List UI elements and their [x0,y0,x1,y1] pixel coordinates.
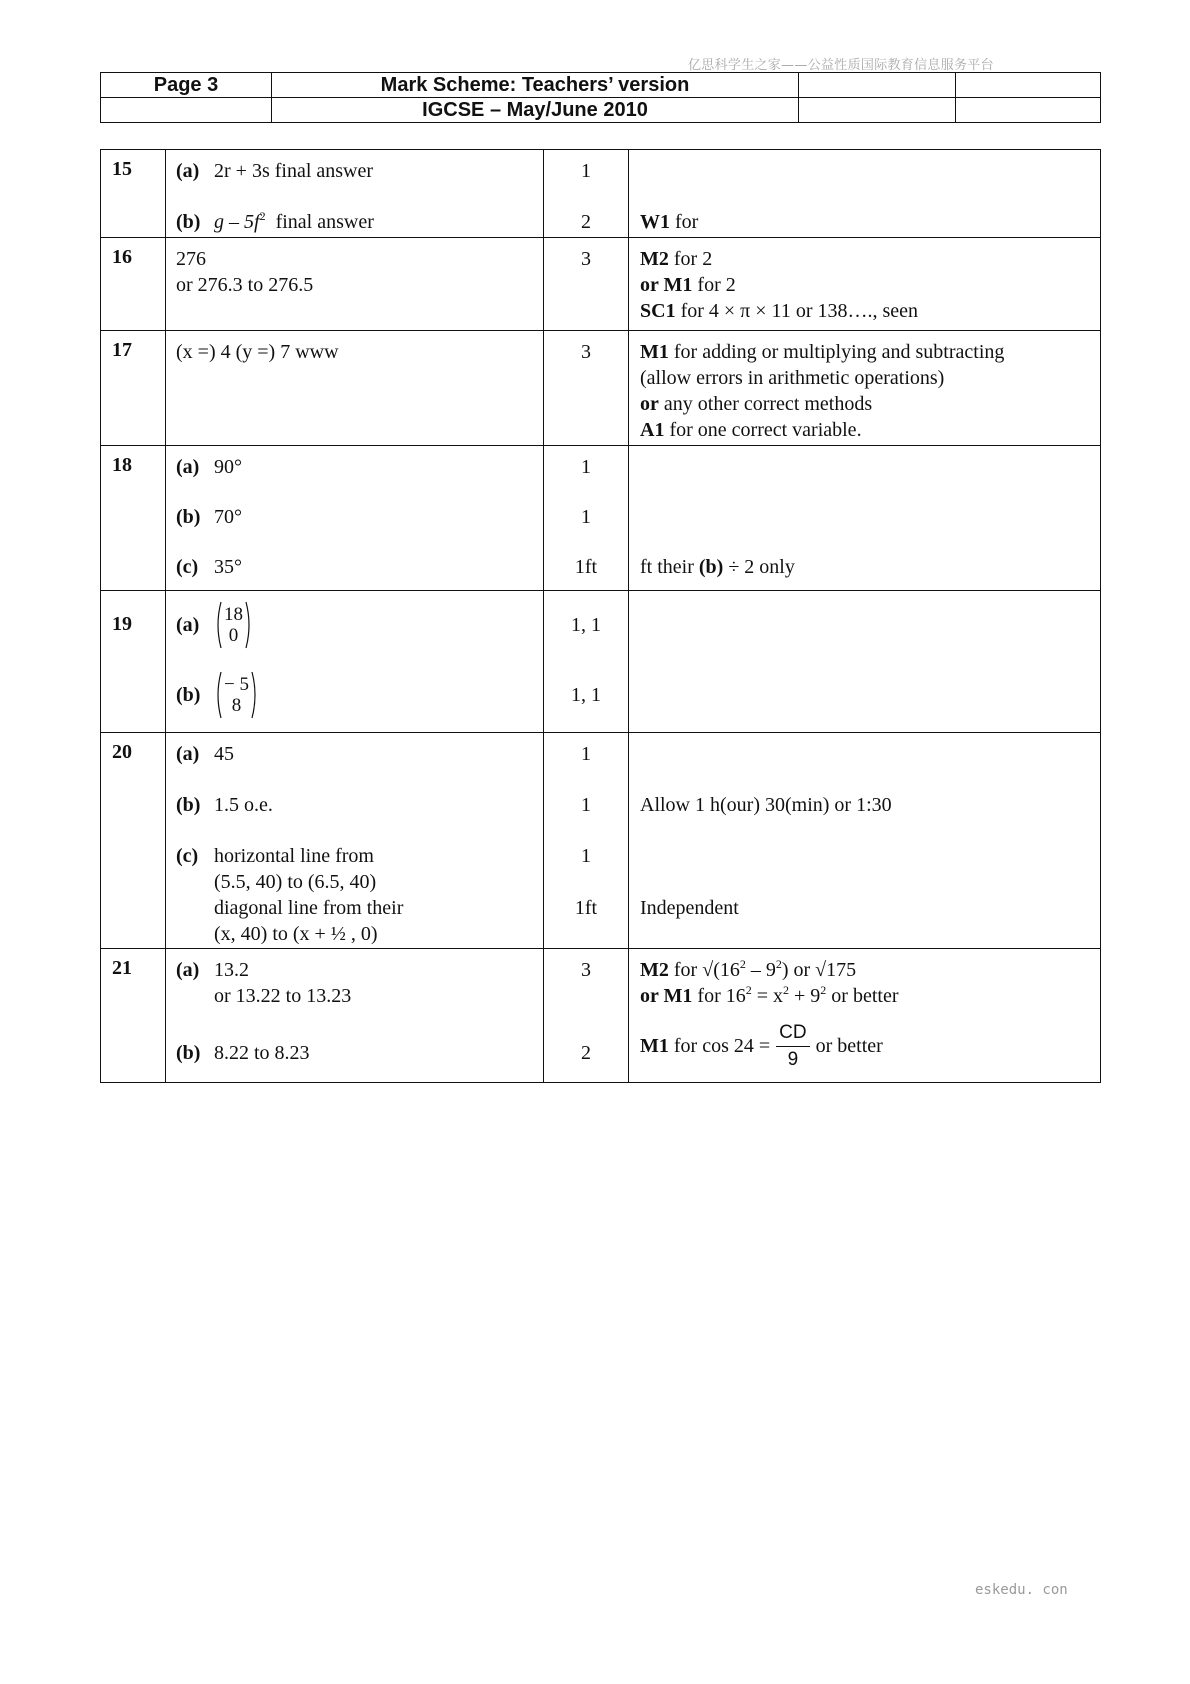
mark: 3 [581,341,591,363]
marks-cell [544,238,629,331]
note-text: Allow 1 h(our) 30(min) or 1:30 [640,794,892,816]
mark: 1, 1 [571,614,601,636]
mark: 1 [581,506,591,528]
answer-text: 90° [214,456,242,478]
right-bracket [251,671,259,719]
note-text: for adding or multiplying and subtracting [673,341,1005,363]
answer-text: 276 [176,248,206,270]
answer-cell [166,238,544,331]
header-blank-cell [956,73,1101,98]
notes-cell [629,446,1101,591]
mark: 3 [581,248,591,270]
answer-text: or 276.3 to 276.5 [176,274,314,296]
note-text: for one correct variable. [669,419,862,441]
question-number: 18 [101,446,166,591]
answer-cell [166,331,544,446]
note-code: M1 [640,1034,669,1057]
document-title: Mark Scheme: Teachers’ version [272,73,799,98]
note-code: M2 [640,959,669,981]
part-label: (a) [176,743,200,765]
vector-bottom: 8 [231,695,242,716]
note-text: + 9 [789,985,821,1007]
answer-text: 8.22 to 8.23 [214,1042,310,1064]
vector-bottom: 0 [228,625,239,646]
note-code: A1 [640,419,665,441]
note-code: M1 [640,341,669,363]
notes-cell [629,238,1101,331]
note-text: ÷ 2 only [728,556,795,578]
marks-cell [544,733,629,949]
watermark-bottom: eskedu. con [975,1582,1068,1598]
part-label: (c) [176,845,199,867]
question-number: 20 [101,733,166,949]
note-code: M2 [640,248,669,270]
part-label: (a) [176,456,200,478]
answer-text: 13.2 [214,959,249,981]
answer-text: 45 [214,743,234,765]
answer-text: 35° [214,556,242,578]
mark-scheme-table [100,149,1101,1083]
note-text: for 2 [673,248,713,270]
note-code: W1 [640,211,670,233]
note-text: or better [815,1034,883,1057]
table-row [101,331,1101,446]
mark: 1 [581,794,591,816]
note-text: ft their [640,556,694,578]
question-number: 19 [101,591,166,733]
note-text: for √(16 [673,959,740,981]
superscript: 2 [783,983,790,997]
table-row [101,733,1101,949]
part-label: (a) [176,160,200,182]
note-text: – 9 [745,959,776,981]
part-label: (b) [176,683,201,706]
header-blank-cell [799,73,956,98]
answer-cell [166,733,544,949]
right-bracket [245,601,253,649]
answer-cell [166,949,544,1083]
note-text: for [675,211,699,233]
note-code: or [640,393,659,415]
left-bracket [214,671,222,719]
mark: 1 [581,160,591,182]
column-vector [214,671,259,719]
notes-cell [629,150,1101,238]
page-header [100,72,1101,123]
note-code: or M1 [640,985,693,1007]
superscript: 2 [259,209,266,223]
answer-text: (x, 40) to (x + ½ , 0) [214,923,378,945]
note-text: = x [751,985,784,1007]
vector-top: − 5 [224,674,249,695]
mark: 1 [581,743,591,765]
note-code: or M1 [640,274,693,296]
watermark-top: 亿思科学生之家——公益性质国际教育信息服务平台 [688,58,994,73]
notes-cell [629,733,1101,949]
answer-text: diagonal line from their [214,897,404,919]
superscript: 2 [820,983,827,997]
page-number: Page 3 [101,73,272,98]
note-text: (allow errors in arithmetic operations) [640,367,945,389]
note-text: for 16 [697,985,746,1007]
question-number: 16 [101,238,166,331]
fraction [776,1022,809,1071]
superscript: 2 [745,983,752,997]
part-label: (c) [176,556,199,578]
header-blank-cell [101,98,272,123]
table-row [101,591,1101,733]
document-subtitle: IGCSE – May/June 2010 [272,98,799,123]
marks-cell [544,150,629,238]
answer-text: (5.5, 40) to (6.5, 40) [214,871,377,893]
question-number: 15 [101,150,166,238]
note-code: SC1 [640,300,676,322]
marks-cell [544,446,629,591]
answer-text: 1.5 o.e. [214,794,273,816]
mark: 2 [581,1042,591,1064]
note-text: for 4 × π × 11 or 138…., seen [680,300,919,322]
note-text: for cos 24 = [673,1034,771,1057]
table-row [101,150,1101,238]
mark: 1, 1 [571,684,601,706]
part-label: (b) [176,506,201,528]
left-bracket [214,601,222,649]
answer-text: 2r + 3s final answer [214,160,374,182]
note-text: Independent [640,897,739,919]
question-number: 21 [101,949,166,1083]
part-label: (b) [176,1042,201,1064]
answer-cell [166,150,544,238]
note-text: or better [826,985,899,1007]
answer-text: horizontal line from [214,845,374,867]
mark: 1 [581,456,591,478]
superscript: 2 [739,957,746,971]
mark: 1 [581,845,591,867]
table-row [101,949,1101,1083]
header-blank-cell [799,98,956,123]
part-label: (b) [176,794,201,816]
notes-cell [629,331,1101,446]
part-label: (a) [176,613,200,636]
marks-cell [544,331,629,446]
superscript: 2 [775,957,782,971]
mark: 2 [581,211,591,233]
notes-cell [629,949,1101,1083]
vector-top: 18 [224,604,243,625]
marks-cell [544,591,629,733]
column-vector [214,601,253,649]
answer-text: 70° [214,506,242,528]
note-text: any other correct methods [663,393,873,415]
note-text: ) or √175 [781,959,857,981]
note-code: (b) [698,556,724,578]
part-label: (b) [176,211,201,233]
fraction-denominator: 9 [787,1048,799,1070]
mark: 3 [581,959,591,981]
question-number: 17 [101,331,166,446]
fraction-numerator: CD [776,1022,809,1047]
table-row [101,238,1101,331]
answer-cell [166,591,544,733]
answer-cell [166,446,544,591]
mark: 1ft [574,897,598,919]
answer-text: or 13.22 to 13.23 [214,985,352,1007]
mark: 1ft [574,556,598,578]
table-row [101,446,1101,591]
marks-cell [544,949,629,1083]
answer-text: final answer [275,211,374,233]
header-blank-cell [956,98,1101,123]
note-text: for 2 [697,274,736,296]
part-label: (a) [176,959,200,981]
notes-cell [629,591,1101,733]
answer-text: (x =) 4 (y =) 7 www [176,341,339,363]
answer-text: g – 5f [214,211,260,233]
